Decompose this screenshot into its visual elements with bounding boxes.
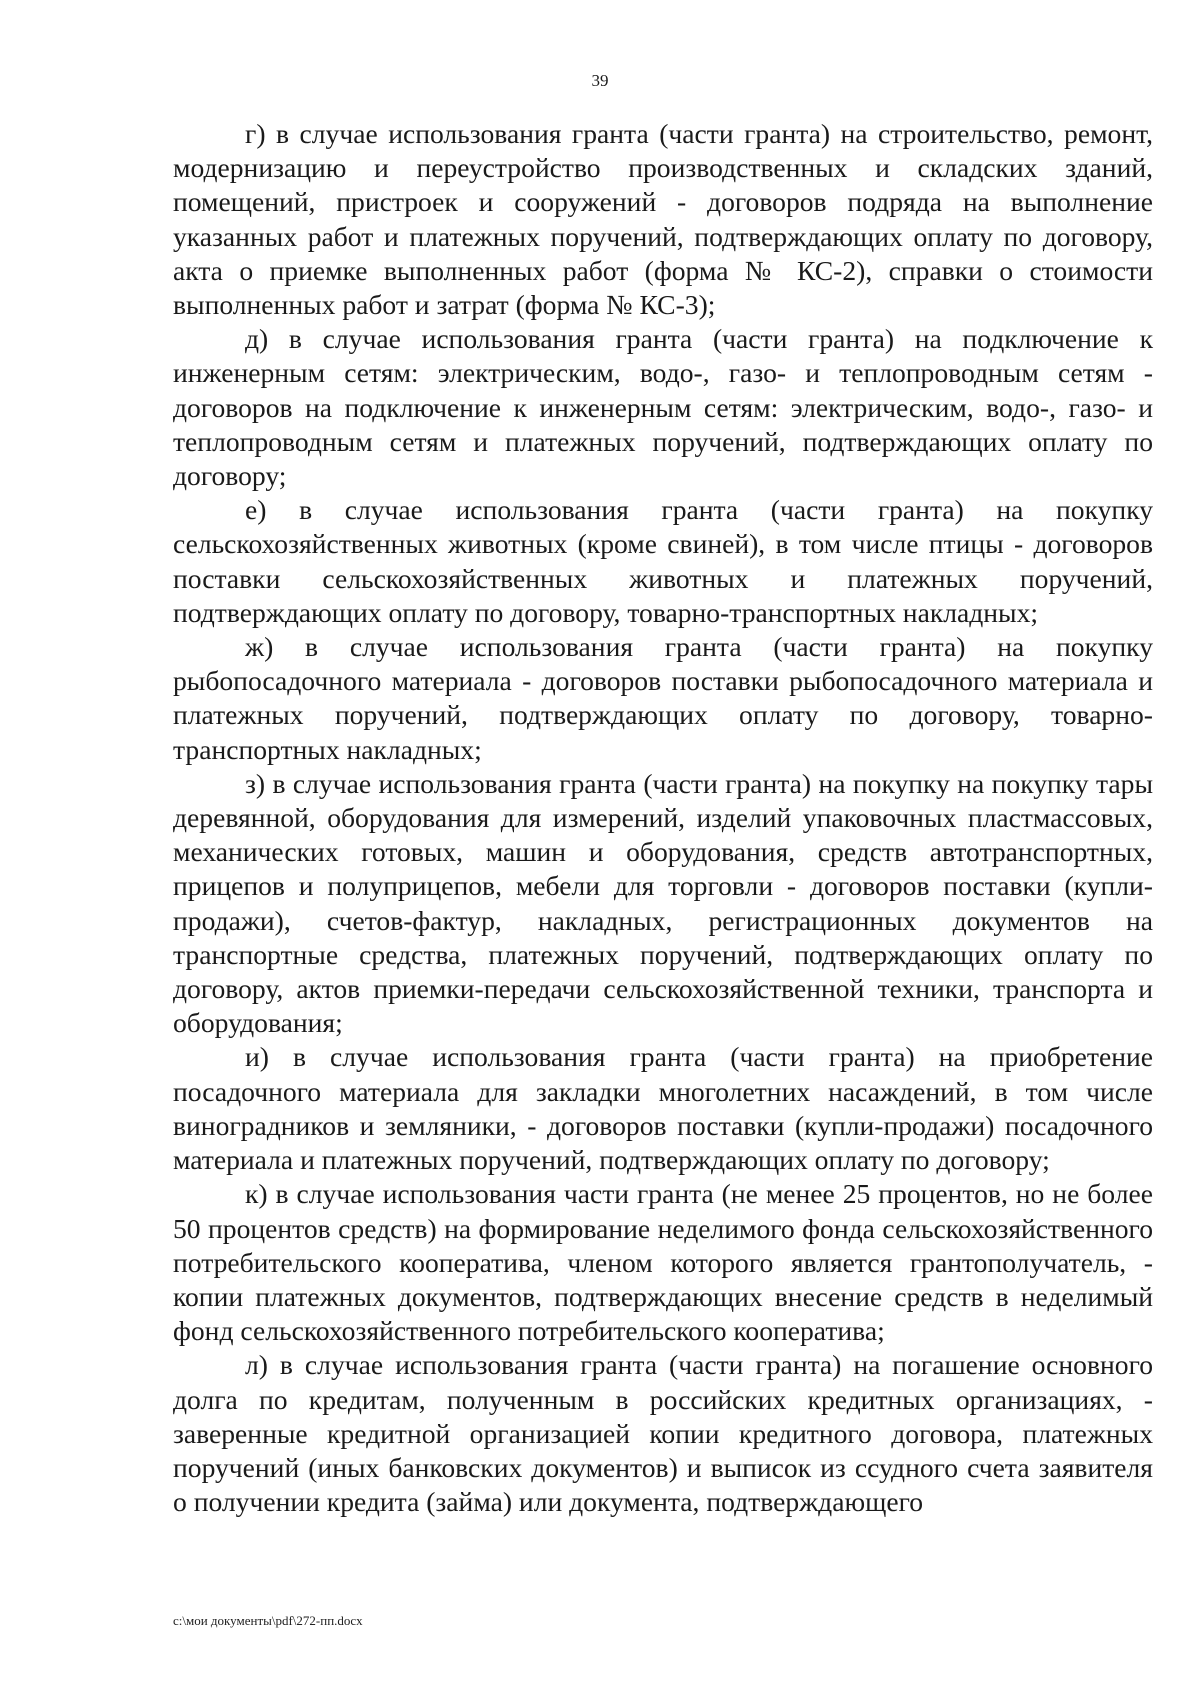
paragraph-g: г) в случае использования гранта (части гранта) на строительство, ремонт, модернизацию и переустройство производственных и складских зданий, помещений, пристроек и сооружений - договоров подряда на выполнение указанных работ и платежных поручений, подтверждающих оплату по договору, акта о приемке выполненных работ (форма № КС-2), справки о стоимости выполненных работ и затрат (форма № КС-3); — [173, 118, 1153, 321]
paragraph-e: е) в случае использования гранта (части гранта) на покупку сельскохозяйственных животных (кроме свиней), в том числе птицы - договоров поставки сельскохозяйственных животных и платежных поручений, подтверждающих оплату по договору, товарно-транспортных накладных; — [173, 494, 1153, 628]
footer-file-path: c:\мои документы\pdf\272-пп.docx — [173, 1613, 363, 1628]
page-number: 39 — [591, 71, 609, 90]
paragraph-i: и) в случае использования гранта (части гранта) на приобретение посадочного материала для закладки многолетних насаждений, в том числе виноградников и земляники, - договоров поставки (купли-продажи) посадочного материала и платежных поручений, подтверждающих оплату по договору; — [173, 1041, 1153, 1176]
paragraph-d: д) в случае использования гранта (части гранта) на подключение к инженерным сетям: электрическим, водо-, газо- и теплопроводным сетям - договоров на подключение к инженерным сетям: электрическим, водо-, газо- и теплопроводным сетям и платежных поручений, подтверждающих оплату по договору; — [173, 323, 1153, 492]
document-body — [173, 117, 1153, 1519]
paragraph-z: з) в случае использования гранта (части гранта) на покупку на покупку тары деревянной, оборудования для измерений, изделий упаковочных пластмассовых, механических готовых, машин и оборудования, средств автотранспортных, прицепов и полуприцепов, мебели для торговли - договоров поставки (купли-продажи), счетов-фактур, накладных, регистрационных документов на транспортные средства, платежных поручений, подтверждающих оплату по договору, актов приемки-передачи сельскохозяйственной техники, транспорта и оборудования; — [173, 767, 1153, 1039]
paragraph-l: л) в случае использования гранта (части гранта) на погашение основного долга по кредитам, полученным в российских кредитных организациях, - заверенные кредитной организацией копии кредитного договора, платежных поручений (иных банковских документов) и выписок из ссудного счета заявителя о получении кредита (займа) или документа, подтверждающего — [173, 1349, 1153, 1518]
paragraph-k: к) в случае использования части гранта (не менее 25 процентов, но не более 50 процентов средств) на формирование неделимого фонда сельскохозяйственного потребительского кооператива, членом которого является грантополучатель, - копии платежных документов, подтверждающих внесение средств в неделимый фонд сельскохозяйственного потребительского кооператива; — [173, 1178, 1153, 1347]
paragraph-zh: ж) в случае использования гранта (части гранта) на покупку рыбопосадочного материала - договоров поставки рыбопосадочного материала и платежных поручений, подтверждающих оплату по договору, товарно-транспортных накладных; — [173, 631, 1153, 765]
